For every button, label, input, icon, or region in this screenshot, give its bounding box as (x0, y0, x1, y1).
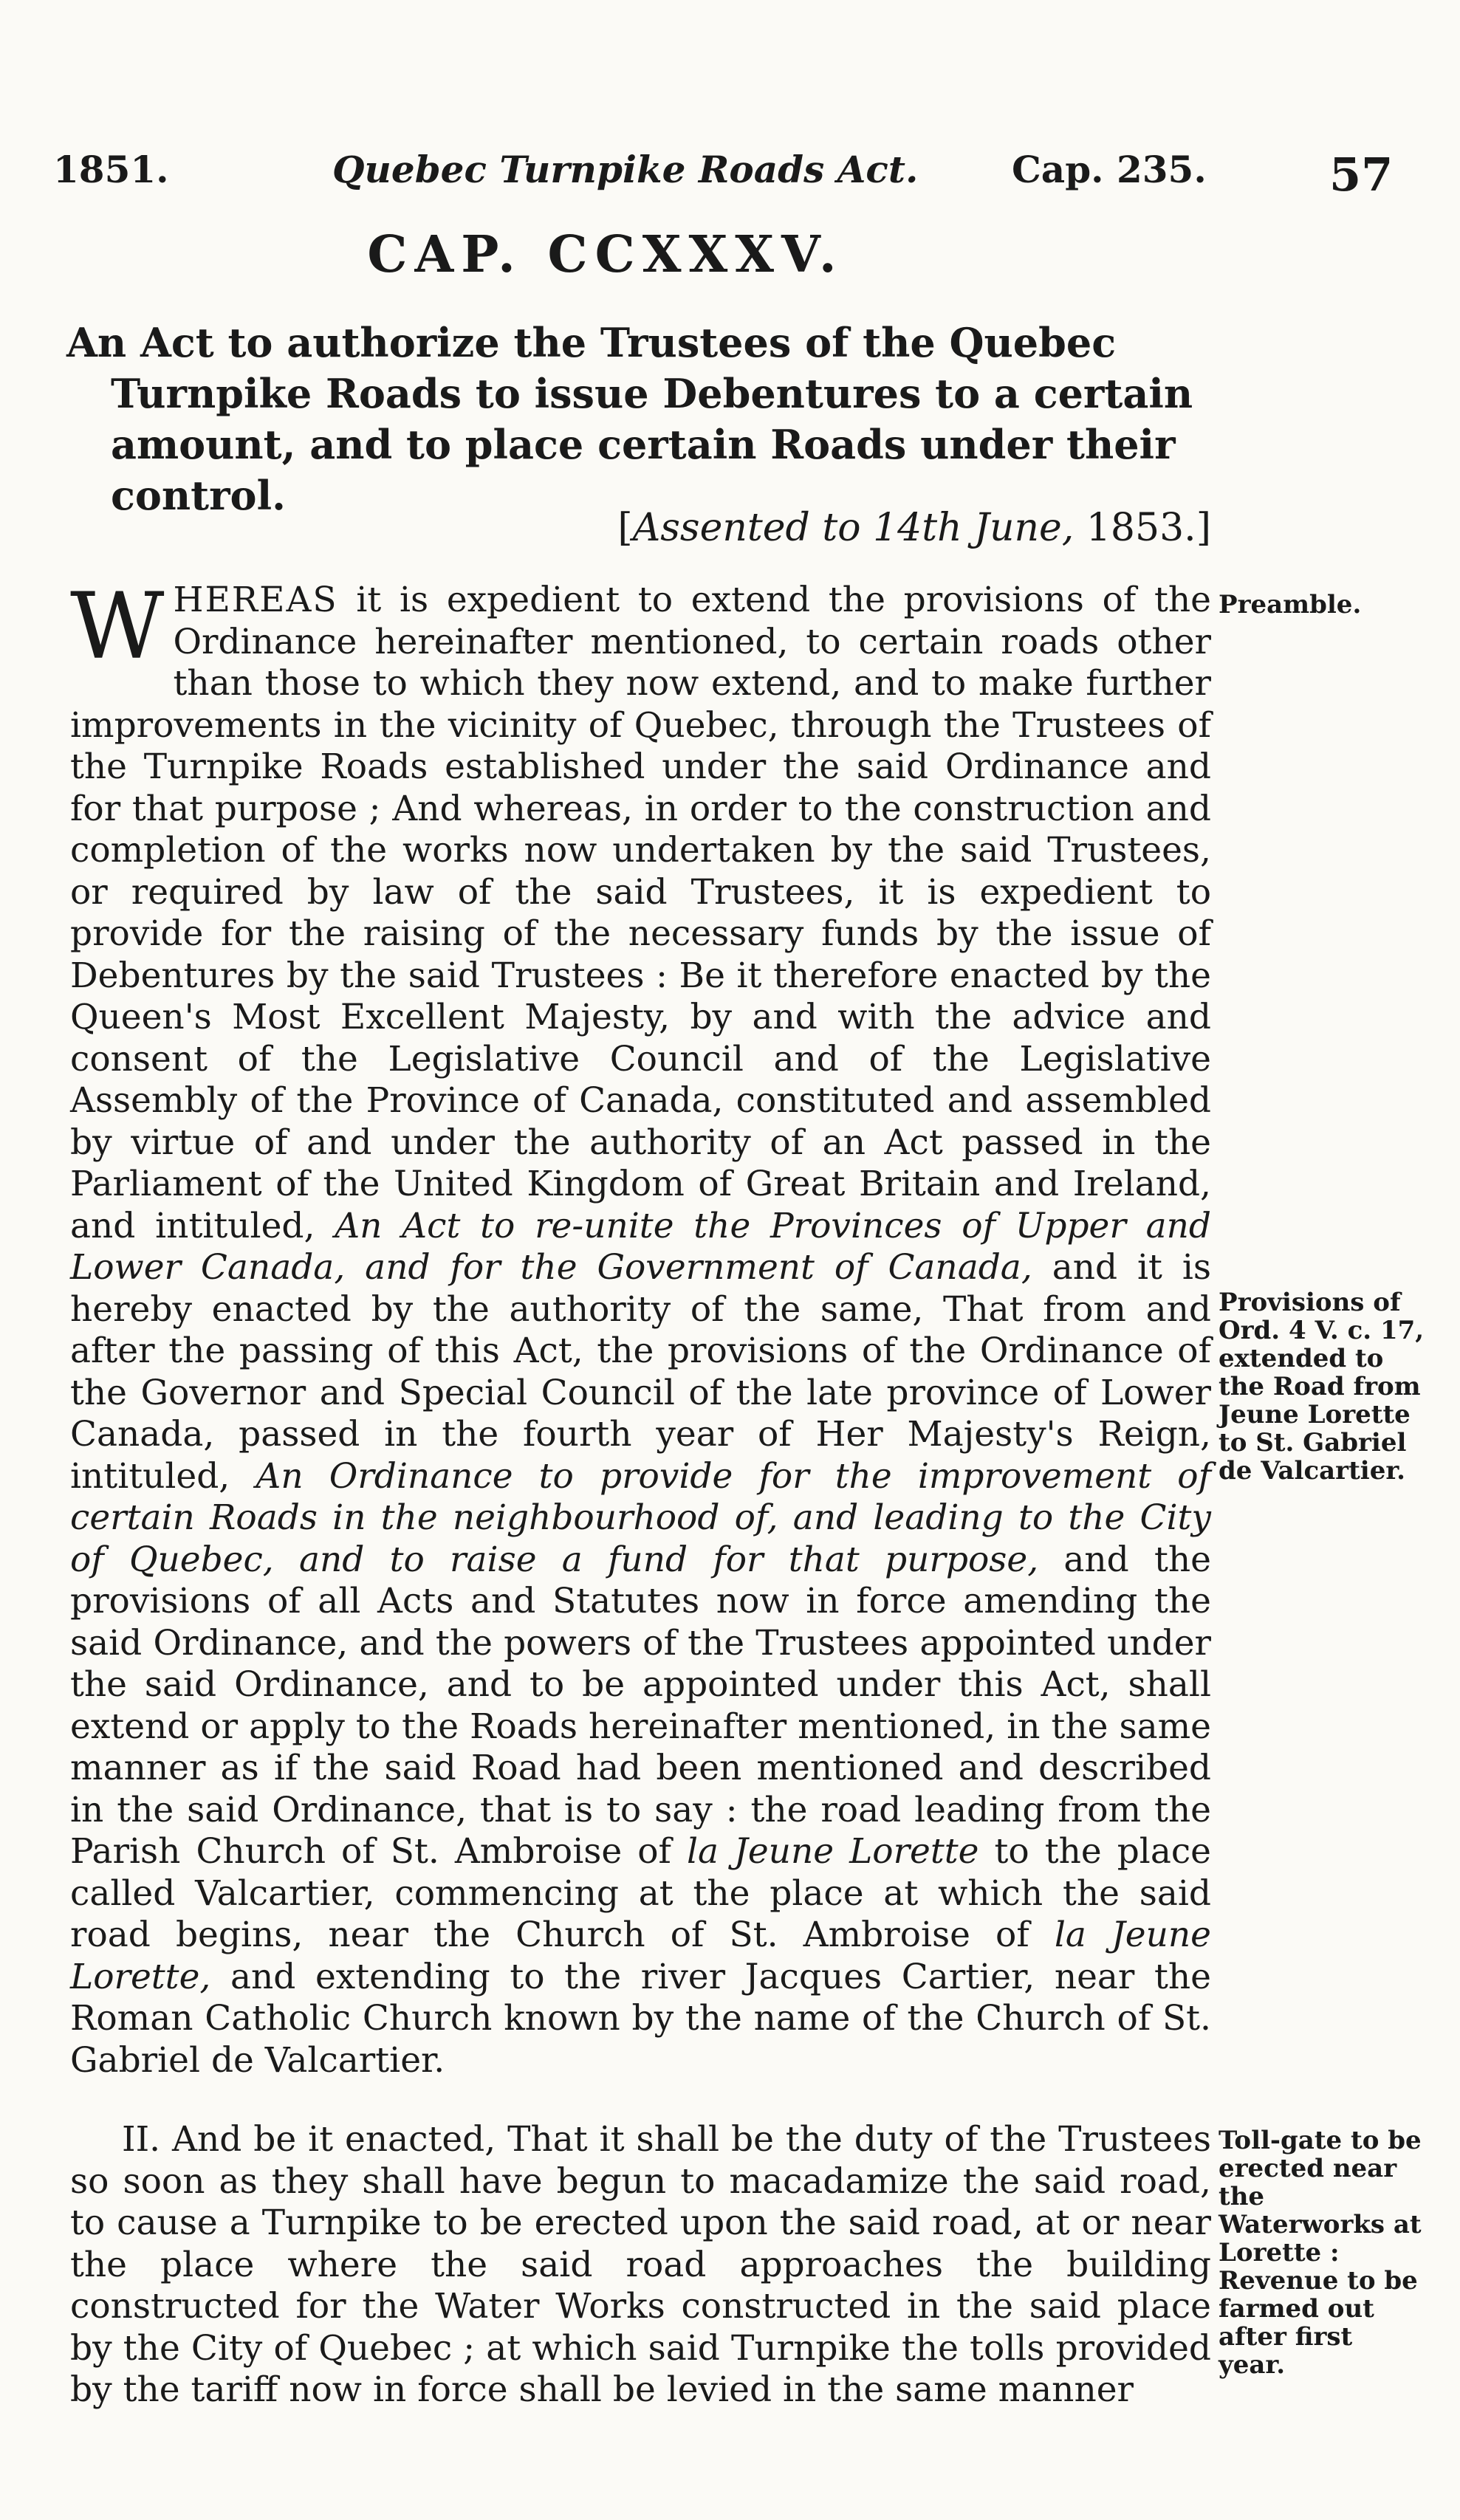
running-head-year: 1851. (53, 148, 169, 191)
ordinance-citation: An Ordinance to provide for the improvement of certain Roads in the neighbourhood of, and leading to the City of Quebec, and to raise a fund for that purpose, (70, 1455, 1211, 1580)
section-1-text-e: and extending to the river Jacques Cartier, near the Roman Catholic Church known by the name of the Church of St. Gabriel de Valcartier. (70, 1956, 1211, 2081)
chapter-heading: CAP. CCXXXV. (367, 225, 844, 284)
place-name-lorette: la Jeune Lorette (686, 1831, 979, 1872)
place-name-lorette-2: la Jeune Lorette, (70, 1915, 1211, 1997)
act-title: An Act to authorize the Trustees of the Quebec Turnpike Roads to issue Debentures to a certain amount, and to place certain Roads under their control. (66, 319, 1193, 519)
margin-note-tollgate: Toll-gate to be erected near the Waterworks at Lorette : Revenue to be farmed out after first year. (1219, 2126, 1422, 2380)
running-head-title: Quebec Turnpike Roads Act. (332, 148, 919, 191)
assent-text: Assented to 14th June, (632, 506, 1075, 550)
assent-line (606, 506, 1211, 550)
drop-cap: W (70, 574, 165, 680)
section-2: II. And be it enacted, That it shall be the duty of the Trustees so soon as they shall have begun to macadamize the said road, to cause a Turnpike to be erected upon the said road, at or near the place where the said road approaches the building constructed for the Water Works constructed in the said place by the City of Quebec ; at which said Turnpike the tolls provided by the tariff now in force shall be levied in the same manner (70, 2119, 1211, 2410)
section-1-preamble (70, 574, 1212, 2081)
section-1-first-word: HEREAS (173, 580, 338, 620)
act-citation-reunion: An Act to re-unite the Provinces of Upper and Lower Canada, and for the Government of Canada, (70, 1205, 1211, 1288)
assent-bracket: [ (617, 506, 633, 550)
margin-note-provisions: Provisions of Ord. 4 V. c. 17, extended to the Road from Jeune Lorette to St. Gabriel de Valcartier. (1219, 1288, 1425, 1486)
margin-note-preamble: Preamble. (1219, 590, 1362, 619)
section-1-text-b: and it is hereby enacted by the authority of the same, That from and after the passing of this Act, the provisions of the Ordinance of the Governor and Special Council of the late province of Lower Canada, passed in the fourth year of Her Majesty's Reign, intituled, (70, 1247, 1211, 1497)
page-number: 57 (1329, 148, 1394, 202)
running-head (0, 140, 1460, 207)
section-1-text-a: it is expedient to extend the provisions of the Ordinance hereinafter mentioned, to certain roads other than those to which they now extend, and to make further improvements in the vicinity of Quebec, through the Trustees of the Turnpike Roads established under the said Ordinance and for that purpose ; And whereas, in order to the construction and completion of the works now undertaken by the said Trustees, or required by law of the said Trustees, it is expedient to provide for the raising of the necessary funds by the issue of Debentures by the said Trustees : Be it therefore enacted by the Queen's Most Excellent Majesty, by and with the advice and consent of the Legislative Council and of the Legislative Assembly of the Province of Canada, constituted and assembled by virtue of and under the authority of an Act passed in the Parliament of the United Kingdom of Great Britain and Ireland, and intituled, (70, 580, 1211, 1246)
section-1-text-d: to the place called Valcartier, commencing at the place at which the said road begins, near the Church of St. Ambroise of (70, 1831, 1211, 1955)
running-head-chapter: Cap. 235. (1012, 148, 1207, 191)
section-1-text-c: and the provisions of all Acts and Statutes now in force amending the said Ordinance, and the powers of the Trustees appointed under the said Ordinance, and to be appointed under this Act, shall extend or apply to the Roads hereinafter mentioned, in the same manner as if the said Road had been mentioned and described in the said Ordinance, that is to say : the road leading from the Parish Church of St. Ambroise of (70, 1539, 1212, 1872)
assent-year: 1853.] (1086, 506, 1211, 550)
